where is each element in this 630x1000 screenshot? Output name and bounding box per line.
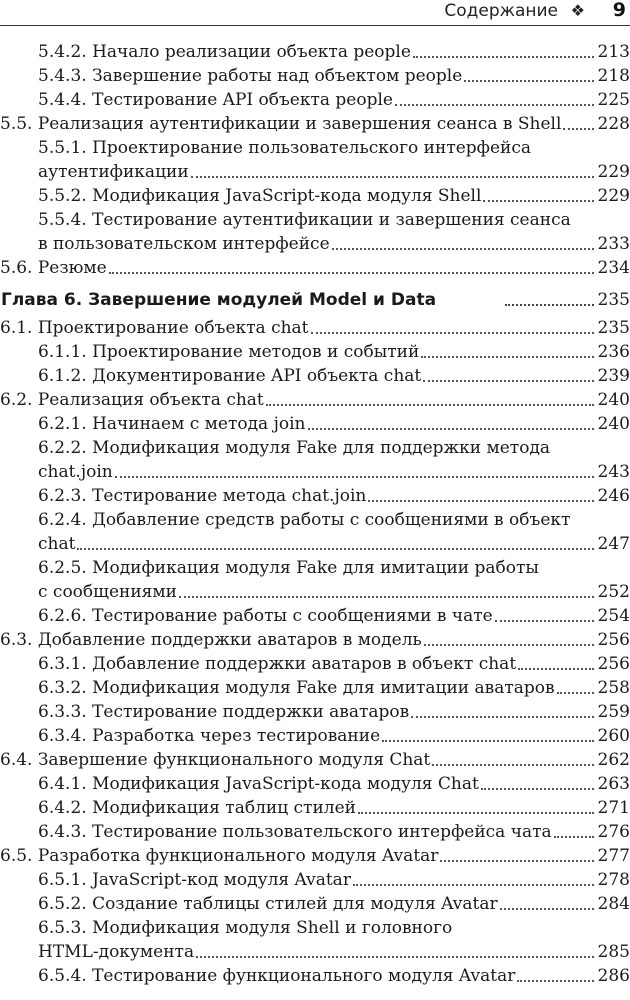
- toc-entry-title: 5.6. Резюме: [0, 258, 107, 278]
- dot-leader: [464, 80, 594, 82]
- toc-entry[interactable]: [0, 484, 630, 508]
- toc-entry-title-continued: с сообщениями: [38, 582, 177, 602]
- toc-entry[interactable]: [0, 892, 630, 916]
- toc-entry-title: 5.4.2. Начало реализации объекта people: [38, 42, 411, 62]
- toc-entry[interactable]: [0, 868, 630, 892]
- toc-entry-title-continued: в пользовательском интерфейсе: [38, 234, 330, 254]
- toc-entry-title: 6.5.1. JavaScript-код модуля Avatar: [38, 870, 351, 890]
- toc-entry[interactable]: [0, 40, 630, 64]
- dot-leader: [563, 128, 594, 130]
- toc-entry[interactable]: [0, 628, 630, 652]
- toc-entry-page: 256: [597, 654, 630, 674]
- toc-entry[interactable]: [0, 184, 630, 208]
- dot-leader: [411, 716, 594, 718]
- toc-entry-page: 243: [597, 462, 630, 482]
- toc-entry-title: 6.1. Проектирование объекта chat: [0, 318, 309, 338]
- dot-leader: [483, 200, 594, 202]
- dot-leader: [196, 956, 594, 958]
- toc-entry-title: 6.4. Завершение функционального модуля Chat: [0, 750, 431, 770]
- ornament-icon: ❖: [570, 1, 585, 20]
- toc-entry[interactable]: [0, 964, 630, 988]
- dot-leader: [115, 476, 594, 478]
- dot-leader: [495, 620, 594, 622]
- toc-entry-page: 285: [597, 942, 630, 962]
- toc-entry-title: 6.3.4. Разработка через тестирование: [38, 726, 381, 746]
- dot-leader: [440, 860, 594, 862]
- dot-leader: [557, 692, 594, 694]
- dot-leader: [413, 56, 594, 58]
- toc-entry-title: 6.2.4. Добавление средств работы с сообщениями в объект: [38, 510, 571, 530]
- chapter-heading[interactable]: [0, 288, 630, 312]
- toc-entry-page: 271: [597, 798, 630, 818]
- toc-entry[interactable]: [0, 436, 630, 484]
- toc-entry-title: 6.2. Реализация объекта chat: [0, 390, 264, 410]
- toc-entry-title: 6.1.2. Документирование API объекта chat: [38, 366, 422, 386]
- toc-entry-page: 260: [597, 726, 630, 746]
- toc-entry-page: 229: [597, 186, 630, 206]
- toc-entry-page: 262: [597, 750, 630, 770]
- toc-entry[interactable]: [0, 796, 630, 820]
- toc-entry[interactable]: [0, 820, 630, 844]
- toc-entry-title-continued: chat.join: [38, 462, 113, 482]
- toc-entry-page: 256: [597, 630, 630, 650]
- toc-entry-title-continued: аутентификации: [38, 162, 189, 182]
- toc-entry-title: 6.2.1. Начинаем с метода join: [38, 414, 306, 434]
- toc-group-chapter-5: [0, 40, 630, 280]
- running-head-title: Содержание: [444, 1, 558, 21]
- toc-entry-title: 6.4.3. Тестирование пользовательского интерфейса чата: [38, 822, 552, 842]
- toc-group-chapter-6: [0, 316, 630, 988]
- toc-entry[interactable]: [0, 412, 630, 436]
- dot-leader: [358, 812, 594, 814]
- dot-leader: [311, 332, 594, 334]
- toc-entry[interactable]: [0, 508, 630, 556]
- toc-entry-page: 259: [597, 702, 630, 722]
- toc-entry-title: 5.5.4. Тестирование аутентификации и завершения сеанса: [38, 210, 571, 230]
- toc-entry-title: 6.3.1. Добавление поддержки аватаров в объект chat: [38, 654, 517, 674]
- toc-entry-page: 239: [597, 366, 630, 386]
- toc-entry-page: 263: [597, 774, 630, 794]
- toc-entry-title: 6.3.2. Модификация модуля Fake для имитации аватаров: [38, 678, 555, 698]
- toc-entry[interactable]: [0, 724, 630, 748]
- toc-entry[interactable]: [0, 916, 630, 964]
- dot-leader: [332, 248, 594, 250]
- toc-entry-page: 225: [597, 90, 630, 110]
- dot-leader: [353, 884, 594, 886]
- toc-entry[interactable]: [0, 556, 630, 604]
- toc-entry-title-continued: chat: [38, 534, 76, 554]
- toc-entry[interactable]: [0, 136, 630, 184]
- toc-entry-page: 276: [597, 822, 630, 842]
- dot-leader: [505, 304, 594, 306]
- toc-entry-page: 277: [597, 846, 630, 866]
- dot-leader: [368, 500, 594, 502]
- toc-entry-page: 278: [597, 870, 630, 890]
- dot-leader: [517, 980, 594, 982]
- toc-entry-title: 6.5.2. Создание таблицы стилей для модуля Avatar: [38, 894, 498, 914]
- toc-entry-title: 6.5.3. Модификация модуля Shell и головного: [38, 918, 453, 938]
- toc-entry[interactable]: [0, 772, 630, 796]
- chapter-page-number: 235: [597, 290, 630, 310]
- toc-entry-page: 286: [597, 966, 630, 986]
- dot-leader: [500, 908, 594, 910]
- toc-entry[interactable]: [0, 652, 630, 676]
- toc-entry-title: 5.5.1. Проектирование пользовательского интерфейса: [38, 138, 532, 158]
- toc-entry-page: 254: [597, 606, 630, 626]
- toc-entry-title: 6.2.2. Модификация модуля Fake для поддержки метода: [38, 438, 551, 458]
- toc-entry-title: 6.5.4. Тестирование функционального модуля Avatar: [38, 966, 516, 986]
- dot-leader: [421, 356, 594, 358]
- toc-entry-page: 228: [597, 114, 630, 134]
- toc-entry-page: 229: [597, 162, 630, 182]
- toc-entry-title: 6.1.1. Проектирование методов и событий: [38, 342, 420, 362]
- dot-leader: [109, 272, 594, 274]
- dot-leader: [179, 596, 594, 598]
- toc-entry-title: 6.2.5. Модификация модуля Fake для имитации работы: [38, 558, 539, 578]
- toc-entry-page: 240: [597, 414, 630, 434]
- dot-leader: [554, 836, 594, 838]
- dot-leader: [308, 428, 595, 430]
- toc-entry[interactable]: [0, 340, 630, 364]
- page-number: 9: [612, 0, 626, 21]
- toc-entry-title: 6.3. Добавление поддержки аватаров в модель: [0, 630, 422, 650]
- toc-entry-title: 6.2.3. Тестирование метода chat.join: [38, 486, 367, 506]
- toc-entry-page: 284: [597, 894, 630, 914]
- toc-entry-page: 252: [597, 582, 630, 602]
- toc-entry-page: 246: [597, 486, 630, 506]
- toc-entry[interactable]: [0, 604, 630, 628]
- dot-leader: [191, 176, 594, 178]
- toc-entry[interactable]: [0, 700, 630, 724]
- dot-leader: [395, 104, 594, 106]
- toc-entry-page: 240: [597, 390, 630, 410]
- toc-entry[interactable]: [0, 64, 630, 88]
- toc-entry-title: 5.4.4. Тестирование API объекта people: [38, 90, 393, 110]
- toc-entry[interactable]: [0, 112, 630, 136]
- toc-entry[interactable]: [0, 364, 630, 388]
- toc-entry-title: 6.3.3. Тестирование поддержки аватаров: [38, 702, 410, 722]
- dot-leader: [266, 404, 594, 406]
- toc-entry[interactable]: [0, 748, 630, 772]
- header-rule: [0, 25, 630, 26]
- dot-leader: [382, 740, 594, 742]
- toc-entry-title: 5.5. Реализация аутентификации и завершения сеанса в Shell: [0, 114, 562, 134]
- toc-entry-title: 5.4.3. Завершение работы над объектом people: [38, 66, 463, 86]
- toc-entry-title: 6.2.6. Тестирование работы с сообщениями в чате: [38, 606, 493, 626]
- toc-entry[interactable]: [0, 208, 630, 256]
- dot-leader: [77, 548, 594, 550]
- toc-entry-page: 233: [597, 234, 630, 254]
- toc-entry-title: 6.5. Разработка функционального модуля Avatar: [0, 846, 439, 866]
- toc-entry-page: 234: [597, 258, 630, 278]
- toc-entry[interactable]: [0, 316, 630, 340]
- toc-entry[interactable]: [0, 844, 630, 868]
- dot-leader: [481, 788, 594, 790]
- toc-entry[interactable]: [0, 256, 630, 280]
- table-of-contents: [0, 40, 630, 988]
- toc-entry-page: 213: [597, 42, 630, 62]
- toc-entry-title: 6.4.1. Модификация JavaScript-кода модуля Chat: [38, 774, 479, 794]
- toc-entry-title-continued: HTML-документа: [38, 942, 195, 962]
- toc-entry-page: 247: [597, 534, 630, 554]
- dot-leader: [432, 764, 594, 766]
- page-header: [0, 0, 630, 26]
- toc-entry[interactable]: [0, 676, 630, 700]
- toc-entry[interactable]: [0, 388, 630, 412]
- chapter-title: Глава 6. Завершение модулей Model и Data: [1, 290, 437, 310]
- dot-leader: [424, 644, 594, 646]
- toc-entry-page: 236: [597, 342, 630, 362]
- dot-leader: [518, 668, 594, 670]
- dot-leader: [423, 380, 594, 382]
- toc-entry-page: 218: [597, 66, 630, 86]
- toc-entry[interactable]: [0, 88, 630, 112]
- toc-entry-title: 5.5.2. Модификация JavaScript-кода модуля Shell: [38, 186, 482, 206]
- toc-entry-title: 6.4.2. Модификация таблиц стилей: [38, 798, 356, 818]
- toc-entry-page: 258: [597, 678, 630, 698]
- toc-entry-page: 235: [597, 318, 630, 338]
